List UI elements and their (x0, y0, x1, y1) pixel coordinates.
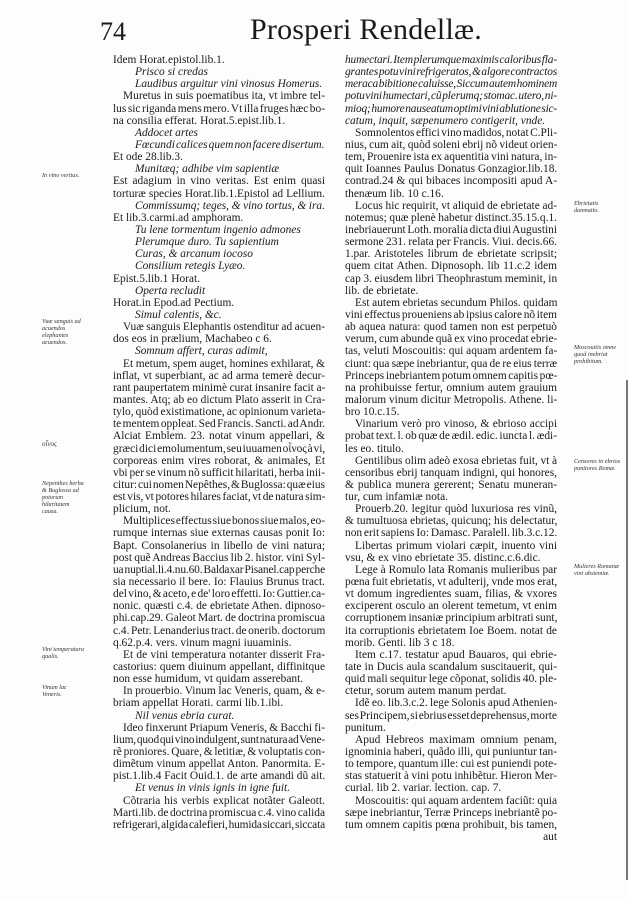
text-line: castorius: quem diuinum appellant, diffinitque (113, 661, 325, 674)
text-line: Et ode 28.lib.3. (113, 151, 183, 164)
text-line: Operta recludit (135, 284, 206, 297)
margin-note-right: Moscouitis omne quod inebriat prohibitum. (574, 344, 617, 365)
text-line: Idẽ eo. lib.3.c.2. lege Solonis apud Athenien- (355, 697, 558, 710)
text-line: Curas, & arcanum iocoso (135, 248, 253, 261)
text-line: thenæum lib. 10 c.16. (345, 187, 444, 200)
text-line: sermone 231. relata per Francis. Viui. decis.66. (345, 236, 557, 249)
text-line: lium, quod qui vino indulgent, sunt natura ad Vene- (113, 733, 325, 746)
text-line: Item c.17. testatur apud Bauaros, qui ebrie- (355, 648, 557, 661)
text-line: q.62.p.4. vers. vinum magni iuuaminis. (113, 636, 292, 649)
text-line: Plerumque duro. Tu sapientium (135, 236, 279, 249)
text-line: vt domum ingredientes suam, filias, & vxores (345, 588, 557, 601)
text-line: pœna fuit ebrietatis, vt adulterij, vnde mos erat, (345, 576, 558, 589)
text-line: notemus; quæ plenè habetur distinct.35.15.q.1. (345, 211, 557, 224)
text-line: Laudibus arguitur vini vinosus Homerus. (135, 78, 323, 91)
text-line: na prohibuisse fertur, omnium autem grauium (345, 381, 557, 394)
text-line: 1.par. Aristoteles librum de ebrietate scripsit; (345, 248, 557, 261)
text-line: corruptionem insaniæ principium arbitrati sunt, (345, 612, 558, 625)
margin-note-left: In vino veritas. (42, 172, 80, 179)
text-line: Nil venus ebria curat. (135, 709, 235, 722)
text-line: Consilium retegis Lyæo. (135, 260, 246, 273)
text-line: plicium, not. (113, 503, 171, 516)
text-line: Et metum, spem auget, homines exhilarat, & (123, 357, 325, 370)
text-line: vbi per se vinum nõ sufficit hilaritati, herba inii- (113, 466, 325, 479)
margin-note-left: Vinum lac Veneris. (42, 684, 67, 698)
text-line: ses Principem, si ebrius esset deprehensus, morte (345, 709, 557, 722)
text-line: non esse humidum, vt quidam asserebant. (113, 673, 304, 686)
text-line: meraca bibitione caluisse, Siccum autem hominem (345, 78, 557, 91)
text-line: rumque internas siue externas causas ponit Io: (113, 527, 325, 540)
text-line: lus sic riganda mens mero. Vt illa fruges hæc bo- (113, 102, 325, 115)
text-line: ua nuptial.li.4.nu.60. Baldaxar Pisanel.cap perche (113, 563, 325, 576)
text-line: Fœcundi calices quem non facere disertum. (135, 138, 325, 151)
text-line: Epist.5.lib.1 Horat. (113, 272, 201, 285)
text-line: contrad.24 & qui bibaces incompositi apud A- (345, 175, 557, 188)
text-line: quem citat Athen. Dipnosoph. lib 11.c.2 idem (345, 260, 557, 273)
text-line: del vino, & aceto, e de' loro effetti. Io: Guttier.ca- (113, 588, 325, 601)
text-line: tas, veluti Moscouitis: qui aquam ardentem fa- (345, 345, 558, 358)
text-line: Addocet artes (135, 126, 198, 139)
text-line: ab aquea natura: quod tamen non est perpetuò (345, 321, 557, 334)
text-line: mioq; humore nauseatum optimi vini ablutione sic- (345, 102, 557, 115)
text-line: Horat.in Epod.ad Pectium. (113, 296, 235, 309)
text-line: Idem Horat.epistol.lib.1. (113, 54, 225, 66)
page-edge-shadow (626, 380, 628, 880)
text-line: te mentem oppleat. Sed Francis. Sancti. ad Andr. (113, 418, 325, 431)
text-line: Et venus in vinis ignis in igne fuit. (135, 782, 291, 795)
text-line: Locus hic requirit, vt aliquid de ebrietate ad- (355, 199, 557, 212)
text-line: Est adagium in vino veritas. Est enim quasi (113, 175, 325, 188)
text-line: quit Ioannes Paulus Donatus Gonzagior.lib.18. (345, 163, 558, 176)
text-line: Et lib.3.carmi.ad amphoram. (113, 211, 244, 224)
text-line: to tempore, quantum ille: cui est puniendi pote- (345, 758, 557, 771)
margin-note-left: οἶνος (42, 440, 57, 448)
text-line: bro 10.c.15. (345, 406, 400, 419)
margin-note-right: Censores in ebrios punitores Romæ. (574, 458, 621, 472)
margin-note-left: Nepenthes herba & Buglossa ad potorum hilaritatem causa. (42, 480, 84, 515)
text-line: potu vini humectari, cũ plerumq; stomac. utero, ni- (345, 90, 557, 103)
text-line: Multiplices effectus siue bonos siue malos, eo- (123, 515, 325, 528)
text-line: tylo, quòd existimatione, ac opinionum varieta- (113, 406, 326, 419)
text-line: curial. lib 2. variar. lection. cap. 7. (345, 782, 502, 795)
margin-note-right: Ebrietatis damnatio. (574, 200, 599, 214)
text-line: tem, Prouenire ista ex aquentitia vini natura, in- (345, 151, 558, 164)
text-line: na consilia efferat. Horat.5.epist.lib.1. (113, 114, 286, 127)
text-line: refrigerari, algida calefieri, humida siccari, siccata (113, 818, 325, 831)
text-line: dos eos in prælium, Machabeo c 6. (113, 333, 272, 346)
text-line: Lege à Romulo lata Romanis mulieribus par (355, 563, 557, 576)
text-line: Ideo finxerunt Priapum Veneris, & Bacchi fi- (123, 721, 325, 734)
text-line: morib. Genti. lib 3 c 18. (345, 636, 455, 649)
text-line: Et de vini temperatura notanter disserit Fra- (123, 648, 325, 661)
text-line: rant paupertatem minimè curat insanire facit a- (113, 381, 326, 394)
text-line: exciperent osculo an olerent temetum, vt enim (345, 600, 557, 613)
text-line: quid mali sequitur lege cõponat, solidis 40. ple- (345, 673, 557, 686)
text-line: stas statuerit à vini potu inhibẽtur. Hieron Mer- (345, 770, 557, 783)
text-line: Gentilibus olim adeò exosa ebrietas fuit, vt à (355, 454, 557, 467)
text-line: aut (543, 831, 557, 843)
text-line: censoribus ebrij tanquam indigni, qui honores, (345, 466, 557, 479)
text-line: c.4. Petr. Lenanderius tract. de onerib. doctorum (113, 624, 326, 637)
margin-note-right: Mulieres Romanæ vini abstemiæ. (574, 563, 619, 577)
text-line: Somnolentos effici vino madidos, notat C.Pli- (355, 126, 557, 139)
text-line: verum, cum abunde quã ex vino procedat ebrie- (345, 333, 558, 346)
text-line: tate in Ducis aula scandalum suscitauerit, qui- (345, 661, 557, 674)
margin-note-left: Vuæ sanguis ad acuendos elephantes acuendos. (42, 318, 81, 346)
text-line: ciunt: qua sæpe inebriantur, qua de re eius terræ (345, 357, 558, 370)
text-line: Est autem ebrietas secundum Philos. quidam (355, 296, 558, 309)
text-line: corporeas enim vires roborat, & animales, Et (113, 454, 325, 467)
text-line: mantes. Atq; ab eo dictum Plato asserit in Cra- (113, 393, 326, 406)
text-line: Muretus in suis poematibus ita, vt imbre tel- (123, 90, 325, 103)
text-line: tur, cum infamiæ nota. (345, 491, 448, 504)
text-line: nius, cum ait, quòd soleni ebrij nõ videut orien- (345, 138, 558, 151)
text-line: Somnum affert, curas adimit, (135, 345, 268, 358)
text-line: Commissumq; teges, & vino tortus, & ira. (135, 199, 325, 212)
text-line: pist.1.lib.4 Facit Ouid.1. de arte amandi dũ ait. (113, 770, 326, 783)
text-line: & publica munera gererent; Senatu muneran- (345, 478, 557, 491)
page-number: 74 (100, 17, 126, 46)
text-line: ita corruptionis ebrietatem Ioe Boem. notat de (345, 624, 557, 637)
text-line: rẽ proniores. Quare, & letitiæ, & voluptatis con- (113, 746, 325, 759)
text-line: sæpe inebriantur, Terræ Princeps inebriantẽ po- (345, 806, 557, 819)
text-line: Vinarium verò pro vinoso, & ebrioso accipi (355, 418, 557, 431)
margin-note-left: Vini temperatura qualis. (42, 646, 84, 660)
text-line: catum, inquit, sæpenumero contigerit, vnde. (345, 114, 546, 127)
text-line: lib. de ebrietate. (345, 284, 419, 297)
text-line: & tumultuosa ebrietas, quicunq; his delectatur, (345, 515, 558, 528)
text-line: les eo. titulo. (345, 442, 404, 455)
running-title: Prosperi Rendellæ. (250, 13, 482, 46)
text-line: malorum vinum dicitur Metropolis. Athene. li- (345, 393, 558, 406)
text-line: torturæ species Horat.lib.1.Epistol ad Lellium. (113, 187, 325, 200)
text-line: inflat, vt superbiant, ac ad arma temerè decur- (113, 369, 325, 382)
text-line: non erit sapiens Io: Damasc. Paralell. lib.3.c.12. (345, 527, 558, 540)
text-line: tum omnem capitis pœna prohibuit, bis tamen, (345, 818, 557, 831)
text-line: Prouerb.20. legitur quòd luxuriosa res vinũ, (355, 503, 557, 516)
text-line: ctetur, sorum autem manum perdat. (345, 685, 507, 698)
text-line: probat text. l. ob quæ de ædil. edic. iuncta l. ædi- (345, 430, 557, 443)
text-line: Moscouitis: qui aquam ardentem faciũt: quia (355, 794, 557, 807)
text-line: nonic. quæsti c.4. de ebrietate Athen. dipnoso- (113, 600, 325, 613)
text-line: vsu, & ex vino ebrietate 35. distinc.c.6.dic. (345, 551, 541, 564)
text-line: cap 3. eiusdem libri Theophrastum meminit, in (345, 272, 558, 285)
text-line: græci dici emolumentum, seu iuuamen οἶνος à vi, (113, 442, 326, 455)
text-line: Vuæ sanguis Elephantis ostenditur ad acuen- (123, 321, 325, 334)
text-line: Munitæq; adhibe vim sapientiæ (135, 163, 279, 176)
text-line: est vis, vt potores hilares faciat, vt de natura sim- (113, 491, 326, 504)
text-line: humectari. Item plerumque maximis caloribus fla- (345, 54, 557, 66)
text-line: Marti.lib. de doctrina promiscua c.4. vino calida (113, 806, 326, 819)
text-line: grantes potu vini refrigeratos, & algore contractos (345, 66, 558, 79)
text-line: Princeps inebriantem potum omnem capitis pœ- (345, 369, 558, 382)
text-line: Libertas primum violari cæpit, inuento vini (355, 539, 557, 552)
text-line: briam appellat Horati. carmi lib.1.ibi. (113, 697, 284, 710)
right-text-column (345, 54, 557, 843)
text-line: punitum. (345, 721, 386, 734)
text-line: In prouerbio. Vinum lac Veneris, quam, & e- (123, 685, 325, 698)
text-line: Tu lene tormentum ingenio admones (135, 223, 301, 236)
text-line: ignominia haberi, quãdo illi, qui puniuntur tan- (345, 746, 557, 759)
text-line: dimẽtum vinum appellat Anton. Panormita. E- (113, 758, 325, 771)
text-line: Alciat Emblem. 23. notat vinum appellari, & (113, 430, 325, 443)
text-line: phi.cap.29. Galeot Mart. de doctrina promiscua (113, 612, 325, 625)
text-line: Cõtraria his verbis explicat notãter Galeott. (123, 794, 325, 807)
left-text-column (113, 54, 325, 831)
text-line: sia necessario il bere. Io: Flauius Brunus tract. (113, 576, 325, 589)
text-line: post quẽ Andreas Baccius lib 2. histor. vini Syl- (113, 551, 325, 564)
text-line: Bapt. Consolanerius in libello de vini natura; (113, 539, 325, 552)
text-line: Apud Hebreos maximam omnium penam, (355, 733, 557, 746)
text-line: Prisco si credas (135, 66, 208, 79)
text-line: citur: cui nomen Nepêthes, & Buglossa: quæ eius (113, 478, 325, 491)
text-line: vini effectus proueniens ab ipsius calore nõ item (345, 308, 557, 321)
text-line: inebriauerunt Loth. moralia dicta diui Augustini (345, 223, 558, 236)
text-line: Simul calentis, &c. (135, 308, 222, 321)
